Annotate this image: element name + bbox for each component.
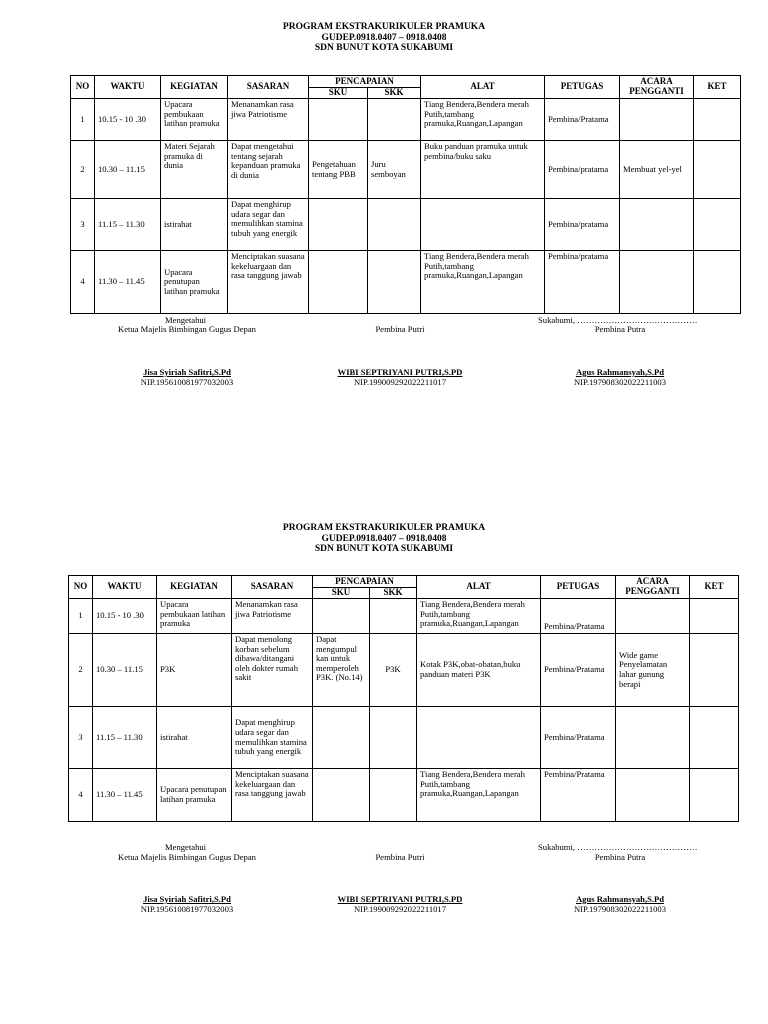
ketua-title: Ketua Majelis Bimbingan Gugus Depan [118,852,256,862]
pembina-putra-signature [545,367,695,387]
cell-skk [368,99,421,141]
cell-acara-pengganti [620,251,694,314]
table-row [69,769,739,822]
cell-sku [313,599,370,634]
cell-sasaran: Dapat mengetahui tentang sejarah kepanduan pramuka di dunia [228,141,309,199]
cell-skk [368,199,421,251]
pembina-putri-title: Pembina Putri [375,324,425,334]
cell-kegiatan: istirahat [157,707,232,769]
col-header-no: NO [71,76,95,99]
table-row [69,634,739,707]
cell-waktu: 11.30 – 11.45 [95,251,161,314]
cell-alat: Buku panduan pramuka untuk pembina/buku saku [421,141,545,199]
cell-ket [694,199,741,251]
pembina-putra-signature [545,894,695,914]
ketua-signature [110,894,264,914]
cell-sasaran: Menanamkan rasa jiwa Patriotisme [228,99,309,141]
cell-sku [309,99,368,141]
program-table [68,575,739,822]
cell-ket [690,599,739,634]
pembina-putra-name: Agus Rahmansyah,S.Pd [575,367,665,377]
cell-petugas: Pembina/Pratama [541,634,616,707]
program-title: PROGRAM EKSTRAKURIKULER PRAMUKA [282,523,486,533]
pembina-putra-title: Pembina Putra [594,324,646,334]
cell-petugas: Pembina/pratama [545,141,620,199]
cell-petugas: Pembina/Pratama [541,769,616,822]
cell-waktu: 10.15 - 10 .30 [93,599,157,634]
cell-sku: Dapat mengumpul kan untuk memperoleh P3K. (No.14) [313,634,370,707]
col-header-alat: ALAT [417,576,541,599]
cell-sasaran: Dapat menghirup udara segar dan memulihkan stamina tubuh yang energik [228,199,309,251]
table-row [69,599,739,634]
col-header-acara-pengganti: ACARA PENGGANTI [620,76,694,99]
col-header-pencapaian: PENCAPAIAN [313,576,417,588]
cell-petugas: Pembina/Pratama [541,599,616,634]
cell-skk: P3K [370,634,417,707]
cell-sku [313,707,370,769]
cell-sasaran: Dapat menolong korban sebelum dibawa/ditangani oleh dokter rumah sakit [232,634,313,707]
pembina-putri-signature [310,367,490,387]
place-date: Sukabumi, …………………………………… [538,315,698,325]
program-header [0,22,768,54]
col-header-no: NO [69,576,93,599]
cell-skk [370,599,417,634]
cell-alat [417,707,541,769]
cell-acara-pengganti [616,707,690,769]
table-row [69,707,739,769]
cell-ket [694,141,741,199]
ketua-nip: NIP.195610081977032003 [140,904,234,914]
col-header-sku: SKU [313,588,370,599]
cell-kegiatan: P3K [157,634,232,707]
cell-no: 4 [69,769,93,822]
ketua-name: Jisa Syiriah Safitri,S.Pd [143,894,231,904]
pembina-putra-name: Agus Rahmansyah,S.Pd [575,894,665,904]
cell-alat: Tiang Bendera,Bendera merah Putih,tambang pramuka,Ruangan,Lapangan [421,251,545,314]
ketua-name: Jisa Syiriah Safitri,S.Pd [143,367,231,377]
cell-sasaran: Menciptakan suasana kekeluargaan dan rasa tanggung jawab [228,251,309,314]
cell-waktu: 10.15 - 10 .30 [95,99,161,141]
cell-kegiatan: Upacara pembukaan latihan pramuka [161,99,228,141]
col-header-ket: KET [690,576,739,599]
col-header-acara-pengganti: ACARA PENGGANTI [616,576,690,599]
pembina-putri-nip: NIP.199009292022211017 [353,377,447,387]
gudep-number: GUDEP.0918.0407 – 0918.0408 [321,533,447,544]
cell-petugas: Pembina/pratama [545,251,620,314]
cell-ket [690,634,739,707]
table-row [71,99,741,141]
col-header-kegiatan: KEGIATAN [157,576,232,599]
cell-alat: Tiang Bendera,Bendera merah Putih,tambang pramuka,Ruangan,Lapangan [421,99,545,141]
cell-no: 2 [69,634,93,707]
program-table [70,75,741,314]
ketua-title: Ketua Majelis Bimbingan Gugus Depan [118,324,256,334]
pembina-putra-nip: NIP.197908302022211003 [573,904,667,914]
gudep-number: GUDEP.0918.0407 – 0918.0408 [321,32,447,43]
cell-waktu: 10.30 – 11.15 [93,634,157,707]
cell-ket [690,707,739,769]
cell-alat: Tiang Bendera,Bendera merah Putih,tambang pramuka,Ruangan,Lapangan [417,769,541,822]
cell-sasaran: Menciptakan suasana kekeluargaan dan rasa tanggung jawab [232,769,313,822]
school-name: SDN BUNUT KOTA SUKABUMI [314,544,454,554]
cell-sasaran: Menanamkan rasa jiwa Patriotisme [232,599,313,634]
cell-petugas: Pembina/pratama [545,199,620,251]
cell-acara-pengganti: Wide game Penyelamatan lahar gunung berapi [616,634,690,707]
table-row [71,141,741,199]
cell-no: 4 [71,251,95,314]
mengetahui-label: Mengetahui [165,315,207,325]
cell-waktu: 11.15 – 11.30 [93,707,157,769]
cell-kegiatan: Upacara penutupan latihan pramuka [157,769,232,822]
col-header-petugas: PETUGAS [541,576,616,599]
cell-petugas: Pembina/Pratama [541,707,616,769]
pembina-putri-nip: NIP.199009292022211017 [353,904,447,914]
pembina-putri-name: WIBI SEPTRIYANI PUTRI,S.PD [337,367,463,377]
pembina-putri-signature [310,894,490,914]
cell-sku [309,251,368,314]
col-header-skk: SKK [368,88,421,99]
cell-kegiatan: Upacara penutupan latihan pramuka [161,251,228,314]
cell-ket [690,769,739,822]
col-header-sasaran: SASARAN [232,576,313,599]
pembina-putri-name: WIBI SEPTRIYANI PUTRI,S.PD [337,894,463,904]
cell-ket [694,251,741,314]
cell-sku [309,199,368,251]
cell-sasaran: Dapat menghirup udara segar dan memulihkan stamina tubuh yang energik [232,707,313,769]
cell-sku [313,769,370,822]
cell-no: 2 [71,141,95,199]
pembina-putra-title: Pembina Putra [594,852,646,862]
cell-acara-pengganti: Membuat yel-yel [620,141,694,199]
cell-skk [370,707,417,769]
col-header-sasaran: SASARAN [228,76,309,99]
program-title: PROGRAM EKSTRAKURIKULER PRAMUKA [282,22,486,32]
cell-kegiatan: Upacara pembukaan latihan pramuka [157,599,232,634]
cell-skk [370,769,417,822]
table-row [71,251,741,314]
cell-kegiatan: istirahat [161,199,228,251]
cell-ket [694,99,741,141]
cell-alat: Tiang Bendera,Bendera merah Putih,tambang pramuka,Ruangan,Lapangan [417,599,541,634]
school-name: SDN BUNUT KOTA SUKABUMI [314,43,454,53]
cell-alat [421,199,545,251]
cell-acara-pengganti [620,99,694,141]
col-header-sku: SKU [309,88,368,99]
cell-waktu: 11.15 – 11.30 [95,199,161,251]
cell-skk: Juru semboyan [368,141,421,199]
ketua-nip: NIP.195610081977032003 [140,377,234,387]
col-header-pencapaian: PENCAPAIAN [309,76,421,88]
cell-petugas: Pembina/Pratama [545,99,620,141]
cell-acara-pengganti [620,199,694,251]
col-header-petugas: PETUGAS [545,76,620,99]
cell-acara-pengganti [616,769,690,822]
mengetahui-label: Mengetahui [165,842,207,852]
cell-acara-pengganti [616,599,690,634]
cell-waktu: 10.30 – 11.15 [95,141,161,199]
cell-no: 3 [71,199,95,251]
cell-skk [368,251,421,314]
col-header-skk: SKK [370,588,417,599]
cell-waktu: 11.30 – 11.45 [93,769,157,822]
col-header-ket: KET [694,76,741,99]
cell-no: 1 [69,599,93,634]
cell-no: 3 [69,707,93,769]
ketua-signature [110,367,264,387]
program-header [0,523,768,555]
table-row [71,199,741,251]
cell-no: 1 [71,99,95,141]
cell-sku: Pengetahuan tentang PBB [309,141,368,199]
place-date: Sukabumi, …………………………………… [538,842,698,852]
col-header-alat: ALAT [421,76,545,99]
col-header-kegiatan: KEGIATAN [161,76,228,99]
col-header-waktu: WAKTU [93,576,157,599]
cell-alat: Kotak P3K,obat-obatan,buku panduan materi P3K [417,634,541,707]
col-header-waktu: WAKTU [95,76,161,99]
pembina-putri-title: Pembina Putri [375,852,425,862]
cell-kegiatan: Materi Sejarah pramuka di dunia [161,141,228,199]
pembina-putra-nip: NIP.197908302022211003 [573,377,667,387]
